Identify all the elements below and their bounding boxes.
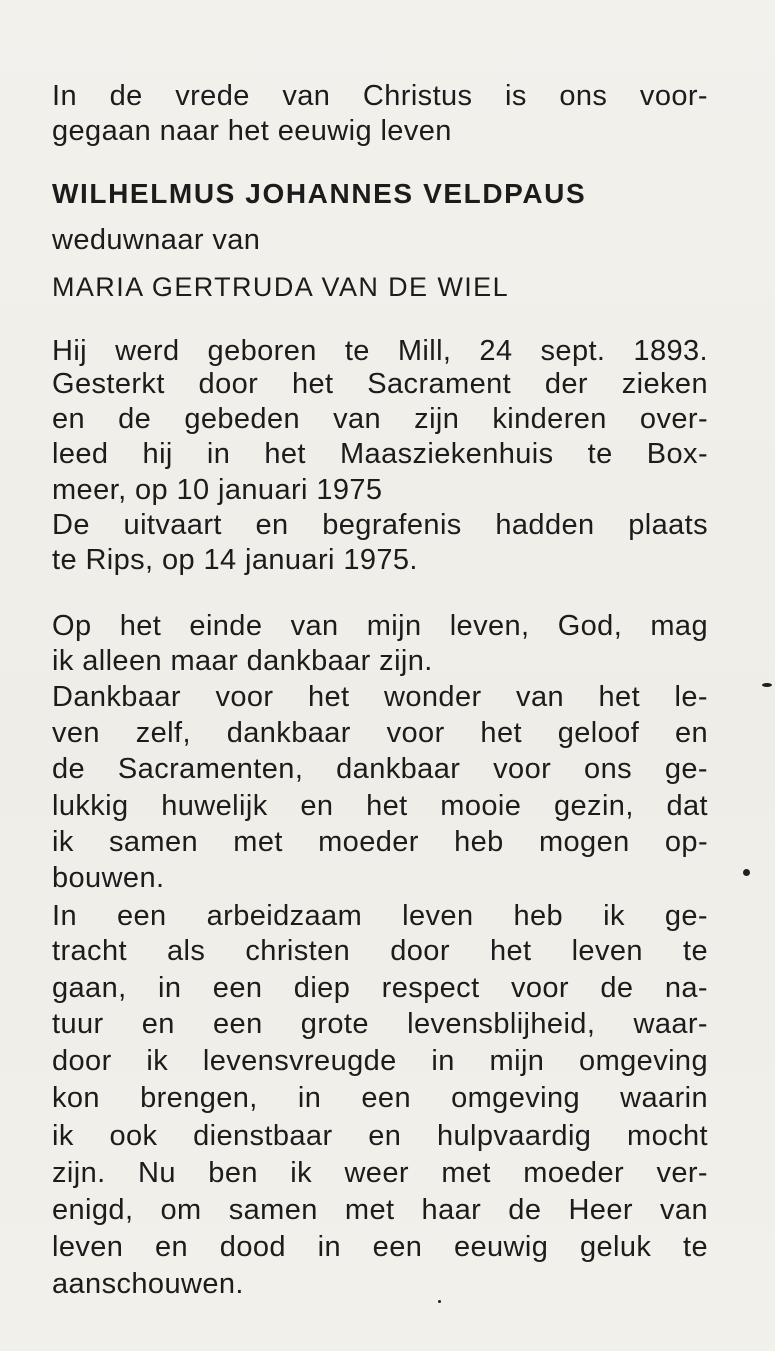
biography-line: leed hij in het Maasziekenhuis te Box- — [52, 438, 708, 470]
relation-text: weduwnaar van — [52, 224, 261, 256]
deceased-name: WILHELMUS JOHANNES VELDPAUS — [52, 178, 587, 209]
intro-line: In de vrede van Christus is ons voor- — [52, 80, 708, 112]
prayer-line: ven zelf, dankbaar voor het geloof en — [52, 717, 708, 749]
intro-line: gegaan naar het eeuwig leven — [52, 115, 452, 147]
biography-line: en de gebeden van zijn kinderen over- — [52, 403, 708, 435]
prayer-line: leven en dood in een eeuwig geluk te — [52, 1231, 708, 1263]
prayer-line: zijn. Nu ben ik weer met moeder ver- — [52, 1157, 708, 1189]
prayer-line: door ik levensvreugde in mijn omgeving — [52, 1045, 708, 1077]
spouse-name: MARIA GERTRUDA VAN DE WIEL — [52, 272, 509, 302]
prayer-line: gaan, in een diep respect voor de na- — [52, 972, 708, 1004]
prayer-line: tuur en een grote levensblijheid, waar- — [52, 1008, 708, 1040]
prayer-line: enigd, om samen met haar de Heer van — [52, 1194, 708, 1226]
biography-line: Hij werd geboren te Mill, 24 sept. 1893. — [52, 335, 708, 367]
prayer-line: de Sacramenten, dankbaar voor ons ge- — [52, 753, 708, 785]
prayer-line: In een arbeidzaam leven heb ik ge- — [52, 900, 708, 932]
prayer-line: bouwen. — [52, 862, 165, 894]
prayer-line: ik alleen maar dankbaar zijn. — [52, 645, 433, 677]
print-speck — [438, 1300, 441, 1303]
prayer-line: aanschouwen. — [52, 1268, 244, 1300]
biography-line: te Rips, op 14 januari 1975. — [52, 544, 418, 576]
print-speck — [743, 869, 750, 876]
prayer-line: lukkig huwelijk en het mooie gezin, dat — [52, 790, 708, 822]
prayer-line: Dankbaar voor het wonder van het le- — [52, 681, 708, 713]
print-speck — [762, 683, 772, 687]
biography-line: meer, op 10 januari 1975 — [52, 474, 383, 506]
prayer-line: Op het einde van mijn leven, God, mag — [52, 610, 708, 642]
prayer-line: ik ook dienstbaar en hulpvaardig mocht — [52, 1120, 708, 1152]
biography-line: De uitvaart en begrafenis hadden plaats — [52, 509, 708, 541]
prayer-line: kon brengen, in een omgeving waarin — [52, 1082, 708, 1114]
biography-line: Gesterkt door het Sacrament der zieken — [52, 368, 708, 400]
prayer-line: ik samen met moeder heb mogen op- — [52, 826, 708, 858]
prayer-line: tracht als christen door het leven te — [52, 935, 708, 967]
